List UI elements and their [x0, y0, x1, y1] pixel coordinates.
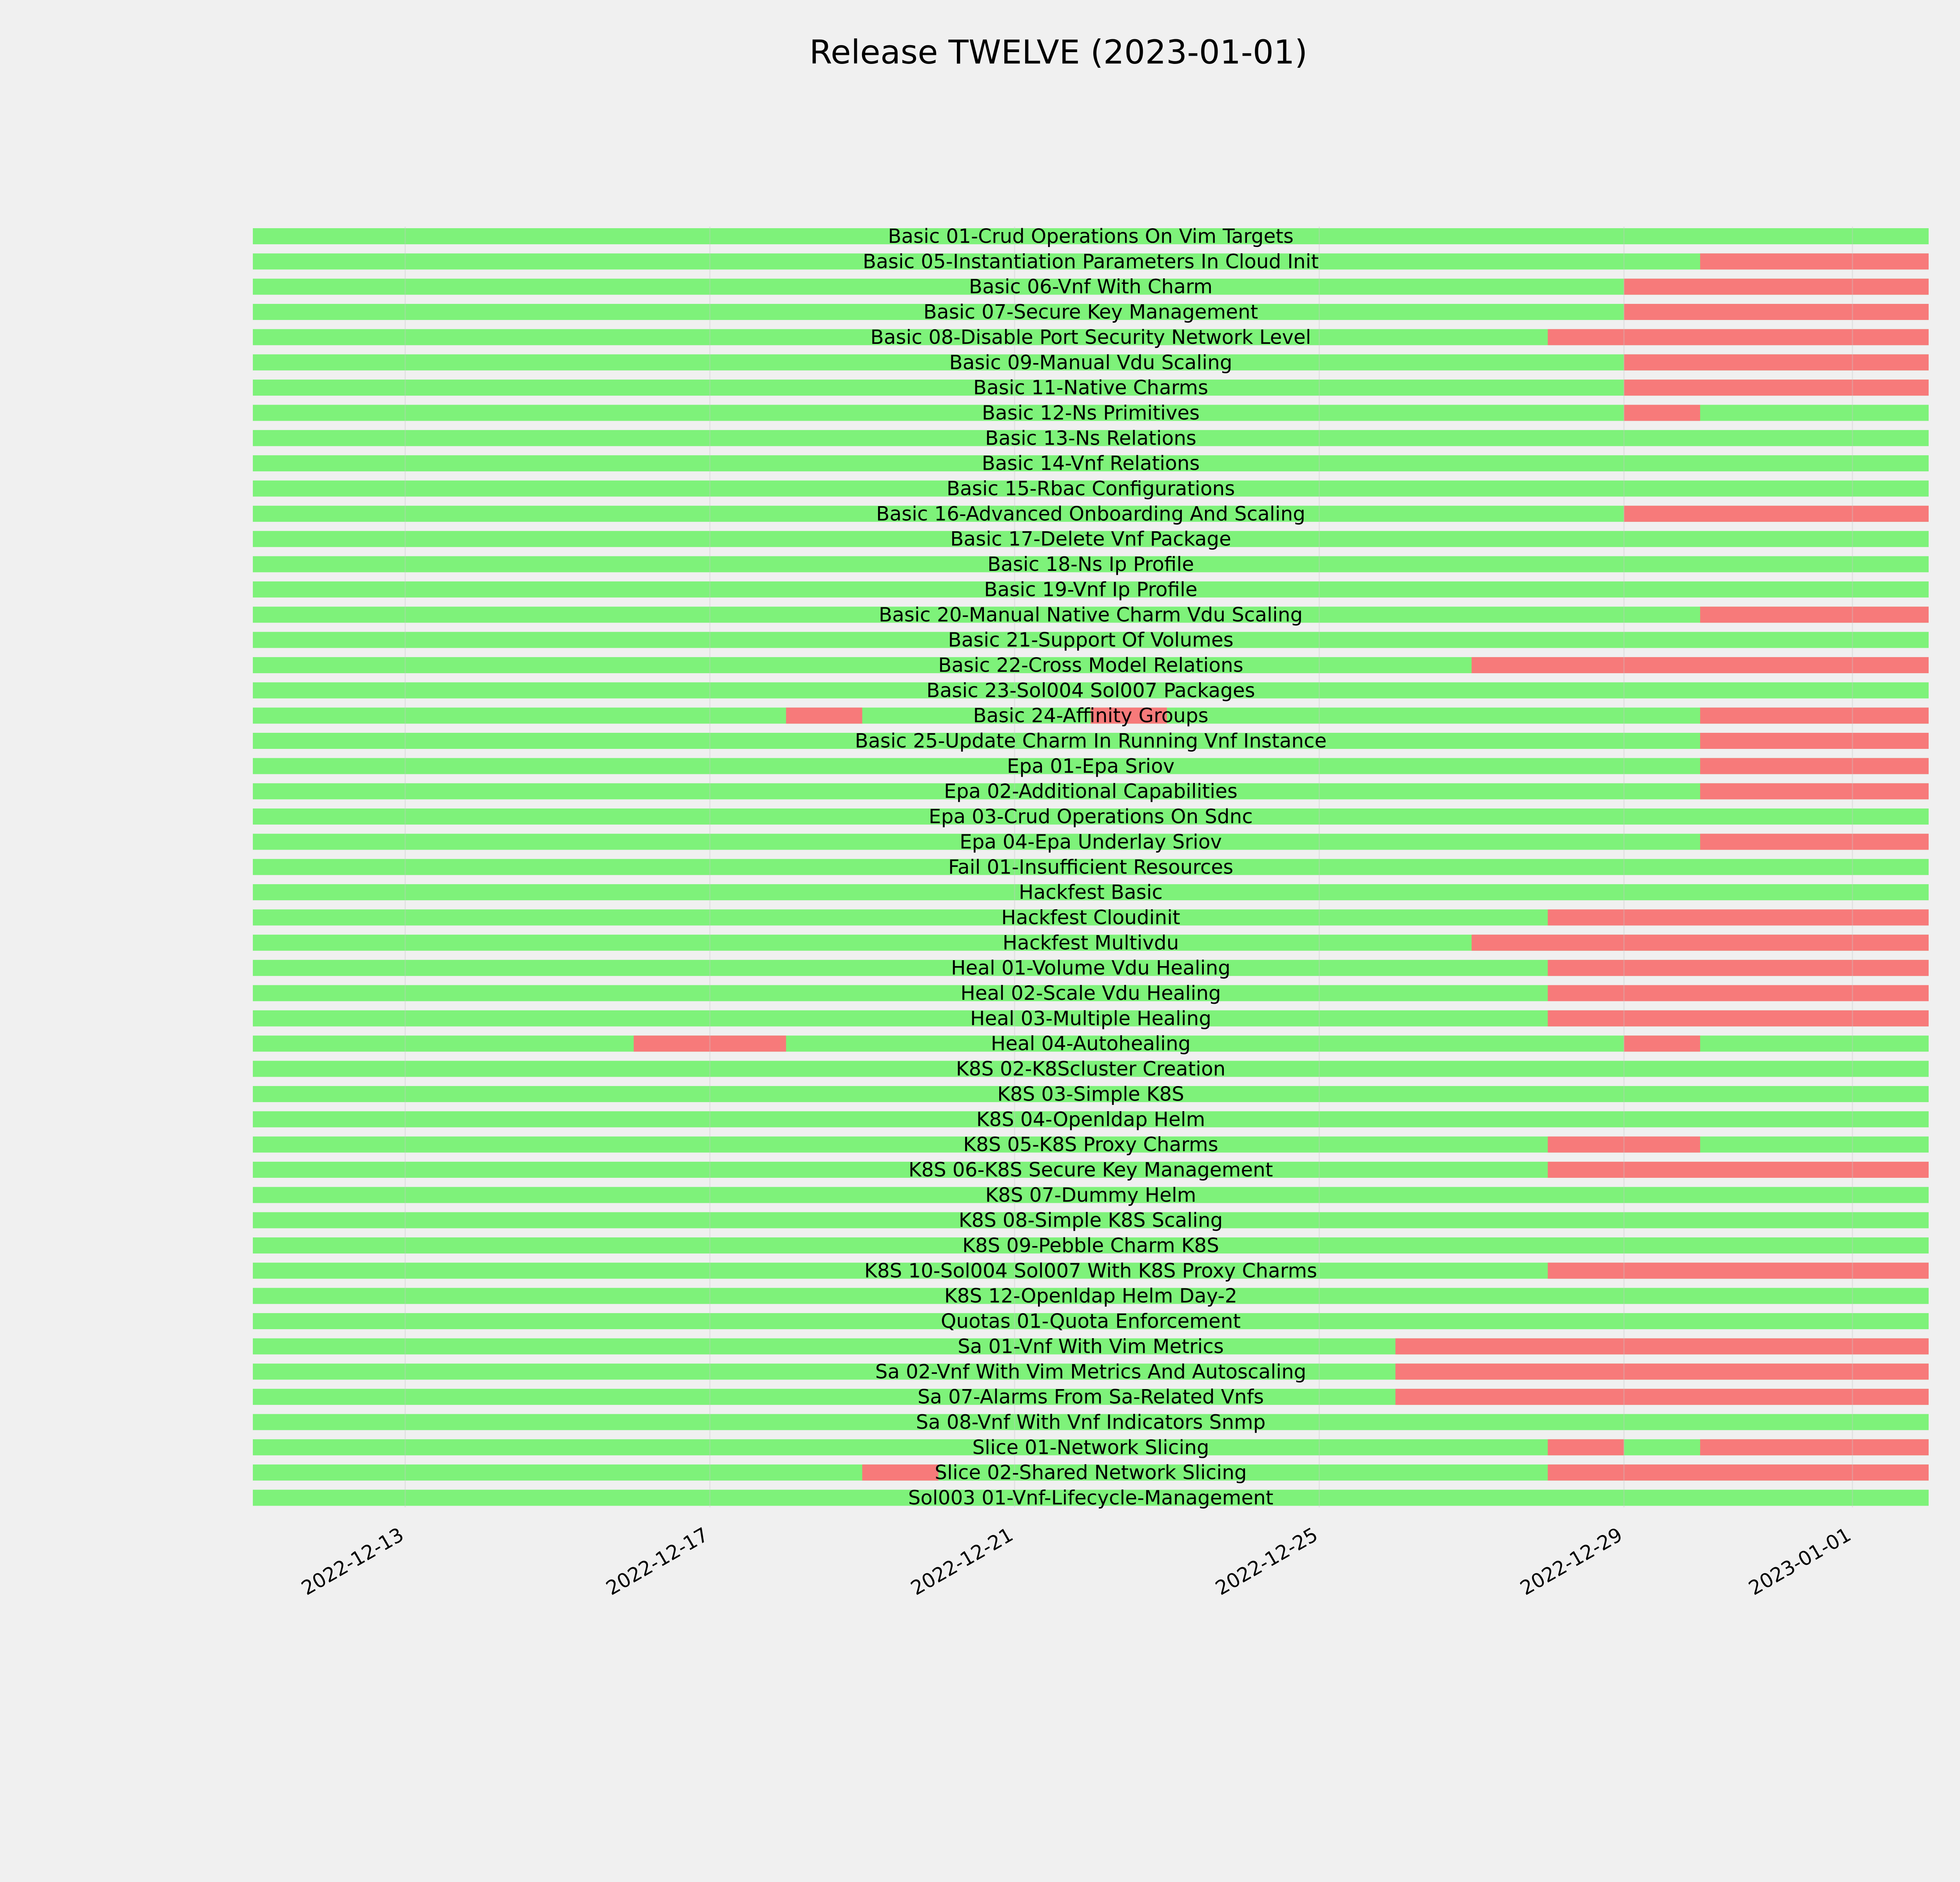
fail-segment — [1472, 657, 1929, 673]
task-label: Quotas 01-Quota Enforcement — [940, 1310, 1241, 1333]
task-label: Slice 02-Shared Network Slicing — [935, 1461, 1247, 1484]
fail-segment — [1700, 758, 1929, 774]
fail-segment — [1548, 329, 1929, 345]
task-label: Basic 24-Affinity Groups — [973, 704, 1209, 727]
task-label: Heal 03-Multiple Healing — [970, 1007, 1212, 1030]
fail-segment — [1624, 506, 1929, 522]
task-label: Basic 15-Rbac Configurations — [946, 477, 1235, 500]
task-label: K8S 10-Sol004 Sol007 With K8S Proxy Charms — [864, 1259, 1318, 1282]
task-label: Heal 02-Scale Vdu Healing — [960, 982, 1221, 1005]
task-label: Heal 01-Volume Vdu Healing — [951, 956, 1231, 979]
task-label: Basic 11-Native Charms — [973, 376, 1209, 399]
task-label: Sol003 01-Vnf-Lifecycle-Management — [908, 1486, 1274, 1509]
fail-segment — [1396, 1389, 1929, 1405]
fail-segment — [1700, 1439, 1929, 1455]
task-label: Basic 22-Cross Model Relations — [938, 654, 1243, 677]
task-label: Basic 20-Manual Native Charm Vdu Scaling — [878, 603, 1303, 626]
fail-segment — [786, 708, 862, 724]
fail-segment — [1472, 935, 1929, 951]
task-label: Sa 01-Vnf With Vim Metrics — [958, 1335, 1224, 1358]
fail-segment — [1548, 1464, 1929, 1481]
fail-segment — [1548, 985, 1929, 1001]
task-label: K8S 03-Simple K8S — [997, 1083, 1184, 1106]
fail-segment — [1548, 1439, 1624, 1455]
task-label: Heal 04-Autohealing — [991, 1032, 1191, 1055]
fail-segment — [1624, 279, 1929, 295]
task-label: Basic 17-Delete Vnf Package — [950, 527, 1231, 550]
task-label: K8S 04-Openldap Helm — [976, 1108, 1205, 1131]
task-label: Hackfest Basic — [1019, 881, 1163, 904]
task-label: Epa 03-Crud Operations On Sdnc — [929, 805, 1253, 828]
x-tick-label: 2022-12-25 — [1211, 1523, 1322, 1600]
task-label: Basic 06-Vnf With Charm — [969, 275, 1213, 298]
task-label: Basic 07-Secure Key Management — [923, 300, 1258, 323]
task-label: Hackfest Cloudinit — [1001, 906, 1180, 929]
task-label: Basic 21-Support Of Volumes — [948, 629, 1234, 652]
x-tick-label: 2023-01-01 — [1745, 1523, 1855, 1600]
fail-segment — [1700, 733, 1929, 749]
fail-segment — [1548, 1162, 1929, 1178]
x-tick-label: 2022-12-21 — [907, 1523, 1017, 1600]
task-label: Basic 09-Manual Vdu Scaling — [949, 351, 1232, 374]
x-tick-label: 2022-12-13 — [297, 1523, 408, 1600]
task-label: Basic 01-Crud Operations On Vim Targets — [888, 225, 1294, 248]
task-label: Fail 01-Insufficient Resources — [948, 856, 1234, 879]
task-label: Epa 01-Epa Sriov — [1007, 754, 1175, 778]
task-label: Basic 25-Update Charm In Running Vnf Instance — [855, 729, 1327, 752]
task-label: K8S 09-Pebble Charm K8S — [962, 1234, 1219, 1257]
fail-segment — [1624, 304, 1929, 320]
fail-segment — [862, 1464, 938, 1481]
task-label: Epa 02-Additional Capabilities — [944, 780, 1238, 803]
fail-segment — [1548, 909, 1929, 925]
fail-segment — [1700, 834, 1929, 850]
task-label: Basic 18-Ns Ip Profile — [987, 553, 1194, 576]
fail-segment — [1700, 253, 1929, 269]
fail-segment — [1548, 1010, 1929, 1026]
task-label: Basic 16-Advanced Onboarding And Scaling — [876, 502, 1305, 525]
task-label: Basic 05-Instantiation Parameters In Cloud Init — [862, 250, 1319, 273]
fail-segment — [1548, 1263, 1929, 1279]
fail-segment — [1548, 960, 1929, 976]
task-label: K8S 08-Simple K8S Scaling — [958, 1209, 1223, 1232]
task-label: Basic 23-Sol004 Sol007 Packages — [926, 679, 1255, 702]
task-label: K8S 12-Openldap Helm Day-2 — [944, 1284, 1238, 1308]
fail-segment — [1700, 708, 1929, 724]
task-label: K8S 05-K8S Proxy Charms — [963, 1133, 1218, 1156]
chart-title: Release TWELVE (2023-01-01) — [809, 33, 1308, 71]
task-label: Basic 08-Disable Port Security Network Level — [870, 325, 1311, 349]
task-label: Basic 14-Vnf Relations — [982, 452, 1200, 475]
fail-segment — [1624, 354, 1929, 371]
task-label: K8S 07-Dummy Helm — [985, 1183, 1196, 1206]
task-label: Slice 01-Network Slicing — [972, 1436, 1209, 1459]
task-label: Sa 07-Alarms From Sa-Related Vnfs — [917, 1385, 1264, 1408]
task-label: Basic 13-Ns Relations — [985, 427, 1196, 450]
fail-segment — [1700, 783, 1929, 799]
fail-segment — [1396, 1338, 1929, 1354]
task-label: Sa 08-Vnf With Vnf Indicators Snmp — [916, 1410, 1266, 1433]
task-label: K8S 02-K8Scluster Creation — [956, 1057, 1226, 1081]
task-label: Epa 04-Epa Underlay Sriov — [959, 830, 1222, 853]
task-label: Basic 12-Ns Primitives — [982, 401, 1200, 424]
fail-segment — [1624, 405, 1700, 421]
task-label: Basic 19-Vnf Ip Profile — [984, 578, 1198, 601]
x-tick-label: 2022-12-29 — [1516, 1523, 1626, 1600]
x-axis-ticks — [298, 1523, 1855, 1600]
fail-segment — [1624, 1035, 1700, 1052]
task-label: Hackfest Multivdu — [1002, 931, 1179, 954]
task-label: K8S 06-K8S Secure Key Management — [908, 1158, 1273, 1181]
x-tick-label: 2022-12-17 — [602, 1523, 712, 1600]
task-label: Sa 02-Vnf With Vim Metrics And Autoscaling — [875, 1360, 1307, 1383]
fail-segment — [1700, 607, 1929, 623]
fail-segment — [1396, 1364, 1929, 1380]
fail-segment — [1624, 380, 1929, 396]
